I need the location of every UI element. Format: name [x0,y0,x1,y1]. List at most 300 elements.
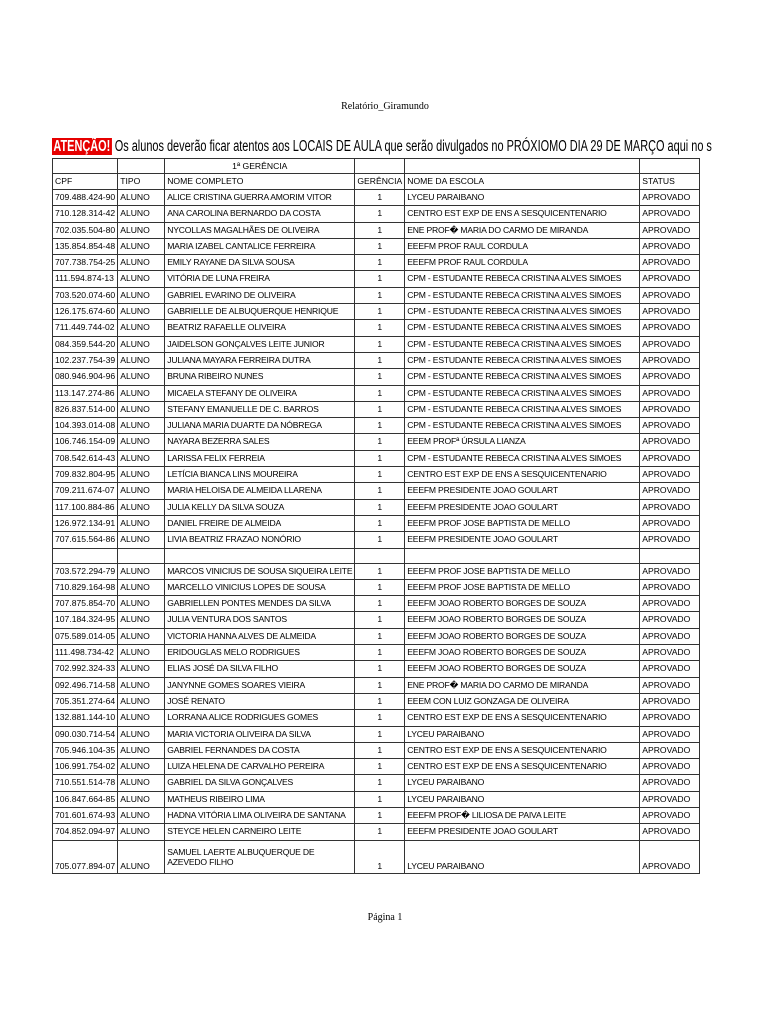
status-cell: APROVADO [640,369,700,385]
cpf-cell: 092.496.714-58 [53,677,118,693]
status-cell: APROVADO [640,352,700,368]
escola-cell: CPM - ESTUDANTE REBECA CRISTINA ALVES SIMOES [405,450,640,466]
gerencia-cell: 1 [355,677,405,693]
nome-cell: GABRIELLE DE ALBUQUERQUE HENRIQUE [165,304,355,320]
cpf-cell: 709.211.674-07 [53,483,118,499]
cpf-cell: 704.852.094-97 [53,824,118,840]
table-row [53,645,700,661]
cpf-cell: 104.393.014-08 [53,418,118,434]
tipo-cell: ALUNO [118,759,165,775]
gerencia-cell: 1 [355,579,405,595]
status-cell: APROVADO [640,775,700,791]
tipo-cell: ALUNO [118,401,165,417]
tipo-cell: ALUNO [118,467,165,483]
nome-cell: GABRIELLEN PONTES MENDES DA SILVA [165,596,355,612]
nome-cell: LUIZA HELENA DE CARVALHO PEREIRA [165,759,355,775]
column-header-nome: NOME COMPLETO [165,174,355,190]
tipo-cell: ALUNO [118,710,165,726]
status-cell: APROVADO [640,840,700,873]
tipo-cell: ALUNO [118,450,165,466]
table-row [53,385,700,401]
status-cell: APROVADO [640,418,700,434]
status-cell: APROVADO [640,677,700,693]
escola-cell: CPM - ESTUDANTE REBECA CRISTINA ALVES SIMOES [405,352,640,368]
cpf-cell: 113.147.274-86 [53,385,118,401]
gerencia-cell: 1 [355,596,405,612]
table-row [53,320,700,336]
page-number: Página 1 [367,912,403,923]
spacer-cell [355,548,405,563]
table-row [53,483,700,499]
table-row [53,710,700,726]
escola-cell: EEEFM PRESIDENTE JOAO GOULART [405,824,640,840]
escola-cell: CPM - ESTUDANTE REBECA CRISTINA ALVES SIMOES [405,320,640,336]
cpf-cell: 075.589.014-05 [53,628,118,644]
nome-cell: BRUNA RIBEIRO NUNES [165,369,355,385]
nome-cell: HADNA VITÓRIA LIMA OLIVEIRA DE SANTANA [165,807,355,823]
table-row [53,532,700,548]
escola-cell: EEEFM PRESIDENTE JOAO GOULART [405,532,640,548]
spacer-cell [118,548,165,563]
escola-cell: CPM - ESTUDANTE REBECA CRISTINA ALVES SIMOES [405,418,640,434]
escola-cell: EEEFM JOAO ROBERTO BORGES DE SOUZA [405,645,640,661]
gerencia-cell: 1 [355,190,405,206]
spacer-row [53,548,700,563]
spacer-cell [405,548,640,563]
cpf-cell: 106.991.754-02 [53,759,118,775]
escola-cell: CPM - ESTUDANTE REBECA CRISTINA ALVES SIMOES [405,271,640,287]
group-header-spacer [355,159,405,174]
table-row [53,238,700,254]
nome-cell: VICTORIA HANNA ALVES DE ALMEIDA [165,628,355,644]
escola-cell: LYCEU PARAIBANO [405,726,640,742]
gerencia-cell: 1 [355,352,405,368]
tipo-cell: ALUNO [118,742,165,758]
tipo-cell: ALUNO [118,190,165,206]
escola-cell: EEEFM PROF RAUL CORDULA [405,255,640,271]
group-header-spacer [53,159,118,174]
cpf-cell: 701.601.674-93 [53,807,118,823]
status-cell: APROVADO [640,759,700,775]
table-row [53,677,700,693]
escola-cell: LYCEU PARAIBANO [405,791,640,807]
cpf-cell: 705.077.894-07 [53,840,118,873]
nome-cell: EMILY RAYANE DA SILVA SOUSA [165,255,355,271]
escola-cell: EEEFM PROF JOSE BAPTISTA DE MELLO [405,579,640,595]
tipo-cell: ALUNO [118,238,165,254]
table-row [53,304,700,320]
cpf-cell: 707.615.564-86 [53,532,118,548]
gerencia-cell: 1 [355,450,405,466]
gerencia-cell: 1 [355,385,405,401]
escola-cell: CPM - ESTUDANTE REBECA CRISTINA ALVES SIMOES [405,336,640,352]
table-row [53,579,700,595]
cpf-cell: 111.498.734-42 [53,645,118,661]
gerencia-cell: 1 [355,304,405,320]
nome-cell: NAYARA BEZERRA SALES [165,434,355,450]
status-cell: APROVADO [640,467,700,483]
table-row [53,742,700,758]
attention-notice-text: Os alunos deverão ficar atentos aos LOCAIS DE AULA que serão divulgados no PRÓXIOMO DIA 29 DE MARÇO aqui no s [111,138,712,155]
gerencia-cell: 1 [355,401,405,417]
gerencia-cell: 1 [355,222,405,238]
cpf-cell: 703.572.294-79 [53,563,118,579]
status-cell: APROVADO [640,206,700,222]
tipo-cell: ALUNO [118,320,165,336]
table-row [53,206,700,222]
status-cell: APROVADO [640,190,700,206]
gerencia-cell: 1 [355,840,405,873]
gerencia-cell: 1 [355,434,405,450]
status-cell: APROVADO [640,271,700,287]
gerencia-cell: 1 [355,824,405,840]
gerencia-cell: 1 [355,628,405,644]
status-cell: APROVADO [640,304,700,320]
table-row [53,434,700,450]
nome-cell: LETÍCIA BIANCA LINS MOUREIRA [165,467,355,483]
nome-cell: GABRIEL FERNANDES DA COSTA [165,742,355,758]
status-cell: APROVADO [640,336,700,352]
status-cell: APROVADO [640,532,700,548]
gerencia-cell: 1 [355,693,405,709]
nome-cell: DANIEL FREIRE DE ALMEIDA [165,515,355,531]
cpf-cell: 710.551.514-78 [53,775,118,791]
escola-cell: EEEFM PROF� LILIOSA DE PAIVA LEITE [405,807,640,823]
spacer-cell [53,548,118,563]
cpf-cell: 102.237.754-39 [53,352,118,368]
tipo-cell: ALUNO [118,775,165,791]
cpf-cell: 707.875.854-70 [53,596,118,612]
cpf-cell: 106.746.154-09 [53,434,118,450]
status-cell: APROVADO [640,661,700,677]
table-row [53,563,700,579]
cpf-cell: 135.854.854-48 [53,238,118,254]
status-cell: APROVADO [640,645,700,661]
attention-banner [52,136,712,158]
tipo-cell: ALUNO [118,824,165,840]
tipo-cell: ALUNO [118,352,165,368]
nome-cell: JAIDELSON GONÇALVES LEITE JUNIOR [165,336,355,352]
nome-cell: SAMUEL LAERTE ALBUQUERQUE DE AZEVEDO FILHO [165,840,355,873]
table-row [53,824,700,840]
gerencia-cell: 1 [355,206,405,222]
cpf-cell: 826.837.514-00 [53,401,118,417]
status-cell: APROVADO [640,710,700,726]
escola-cell: EEEM PROFª ÚRSULA LIANZA [405,434,640,450]
escola-cell: ENE PROF� MARIA DO CARMO DE MIRANDA [405,677,640,693]
escola-cell: CPM - ESTUDANTE REBECA CRISTINA ALVES SIMOES [405,385,640,401]
status-cell: APROVADO [640,726,700,742]
tipo-cell: ALUNO [118,677,165,693]
column-header-cpf: CPF [53,174,118,190]
escola-cell: CENTRO EST EXP DE ENS A SESQUICENTENARIO [405,759,640,775]
table-row [53,255,700,271]
escola-cell: EEEM CON LUIZ GONZAGA DE OLIVEIRA [405,693,640,709]
status-cell: APROVADO [640,450,700,466]
cpf-cell: 708.542.614-43 [53,450,118,466]
escola-cell: LYCEU PARAIBANO [405,840,640,873]
table-row [53,515,700,531]
tipo-cell: ALUNO [118,434,165,450]
nome-cell: ERIDOUGLAS MELO RODRIGUES [165,645,355,661]
status-cell: APROVADO [640,596,700,612]
nome-cell: LARISSA FELIX FERREIA [165,450,355,466]
group-header-spacer [640,159,700,174]
status-cell: APROVADO [640,238,700,254]
nome-cell: VITÓRIA DE LUNA FREIRA [165,271,355,287]
column-header-escola: NOME DA ESCOLA [405,174,640,190]
status-cell: APROVADO [640,628,700,644]
tipo-cell: ALUNO [118,596,165,612]
tipo-cell: ALUNO [118,206,165,222]
group-header: 1ª GERÊNCIA [165,159,355,174]
nome-cell: JULIANA MAYARA FERREIRA DUTRA [165,352,355,368]
nome-cell: ANA CAROLINA BERNARDO DA COSTA [165,206,355,222]
gerencia-cell: 1 [355,532,405,548]
gerencia-cell: 1 [355,661,405,677]
table-row [53,287,700,303]
nome-cell: MARIA VICTORIA OLIVEIRA DA SILVA [165,726,355,742]
nome-cell: ELIAS JOSÉ DA SILVA FILHO [165,661,355,677]
table-row [53,499,700,515]
gerencia-cell: 1 [355,369,405,385]
table-row [53,369,700,385]
cpf-cell: 080.946.904-96 [53,369,118,385]
cpf-cell: 084.359.544-20 [53,336,118,352]
group-header-row [53,159,700,174]
cpf-cell: 703.520.074-60 [53,287,118,303]
tipo-cell: ALUNO [118,791,165,807]
spacer-cell [640,548,700,563]
column-header-row [53,174,700,190]
escola-cell: CPM - ESTUDANTE REBECA CRISTINA ALVES SIMOES [405,287,640,303]
escola-cell: CENTRO EST EXP DE ENS A SESQUICENTENARIO [405,742,640,758]
status-cell: APROVADO [640,563,700,579]
nome-cell: JULIANA MARIA DUARTE DA NÓBREGA [165,418,355,434]
students-table [52,158,700,874]
cpf-cell: 132.881.144-10 [53,710,118,726]
tipo-cell: ALUNO [118,385,165,401]
nome-cell: GABRIEL EVARINO DE OLIVEIRA [165,287,355,303]
tipo-cell: ALUNO [118,532,165,548]
table-row [53,775,700,791]
gerencia-cell: 1 [355,791,405,807]
tipo-cell: ALUNO [118,661,165,677]
cpf-cell: 702.035.504-80 [53,222,118,238]
tipo-cell: ALUNO [118,515,165,531]
tipo-cell: ALUNO [118,255,165,271]
cpf-cell: 126.972.134-91 [53,515,118,531]
status-cell: APROVADO [640,791,700,807]
tipo-cell: ALUNO [118,612,165,628]
escola-cell: EEEFM PROF RAUL CORDULA [405,238,640,254]
gerencia-cell: 1 [355,336,405,352]
gerencia-cell: 1 [355,612,405,628]
tipo-cell: ALUNO [118,579,165,595]
table-row [53,807,700,823]
spacer-cell [165,548,355,563]
nome-cell: JANYNNE GOMES SOARES VIEIRA [165,677,355,693]
tipo-cell: ALUNO [118,499,165,515]
table-row [53,418,700,434]
escola-cell: EEEFM PRESIDENTE JOAO GOULART [405,499,640,515]
nome-cell: JULIA VENTURA DOS SANTOS [165,612,355,628]
gerencia-cell: 1 [355,418,405,434]
cpf-cell: 090.030.714-54 [53,726,118,742]
escola-cell: CENTRO EST EXP DE ENS A SESQUICENTENARIO [405,206,640,222]
nome-cell: GABRIEL DA SILVA GONÇALVES [165,775,355,791]
group-header-spacer [118,159,165,174]
nome-cell: MARIA IZABEL CANTALICE FERREIRA [165,238,355,254]
gerencia-cell: 1 [355,726,405,742]
gerencia-cell: 1 [355,515,405,531]
tipo-cell: ALUNO [118,840,165,873]
tipo-cell: ALUNO [118,628,165,644]
tipo-cell: ALUNO [118,563,165,579]
gerencia-cell: 1 [355,563,405,579]
tipo-cell: ALUNO [118,807,165,823]
escola-cell: EEEFM PRESIDENTE JOAO GOULART [405,483,640,499]
cpf-cell: 702.992.324-33 [53,661,118,677]
gerencia-cell: 1 [355,287,405,303]
escola-cell: EEEFM PROF JOSE BAPTISTA DE MELLO [405,563,640,579]
gerencia-cell: 1 [355,467,405,483]
table-row [53,661,700,677]
status-cell: APROVADO [640,287,700,303]
nome-cell: LIVIA BEATRIZ FRAZAO NONÓRIO [165,532,355,548]
status-cell: APROVADO [640,320,700,336]
column-header-gerencia: GERÊNCIA [355,174,405,190]
gerencia-cell: 1 [355,271,405,287]
table-row [53,840,700,873]
gerencia-cell: 1 [355,320,405,336]
escola-cell: EEEFM JOAO ROBERTO BORGES DE SOUZA [405,628,640,644]
escola-cell: EEEFM PROF JOSE BAPTISTA DE MELLO [405,515,640,531]
status-cell: APROVADO [640,515,700,531]
nome-cell: JOSÉ RENATO [165,693,355,709]
escola-cell: EEEFM JOAO ROBERTO BORGES DE SOUZA [405,612,640,628]
cpf-cell: 126.175.674-60 [53,304,118,320]
nome-cell: NYCOLLAS MAGALHÃES DE OLIVEIRA [165,222,355,238]
table-row [53,791,700,807]
table-row [53,271,700,287]
gerencia-cell: 1 [355,807,405,823]
cpf-cell: 111.594.874-13 [53,271,118,287]
tipo-cell: ALUNO [118,645,165,661]
gerencia-cell: 1 [355,742,405,758]
gerencia-cell: 1 [355,255,405,271]
status-cell: APROVADO [640,385,700,401]
table-row [53,693,700,709]
cpf-cell: 710.829.164-98 [53,579,118,595]
cpf-cell: 709.832.804-95 [53,467,118,483]
gerencia-cell: 1 [355,710,405,726]
table-row [53,467,700,483]
cpf-cell: 106.847.664-85 [53,791,118,807]
cpf-cell: 710.128.314-42 [53,206,118,222]
escola-cell: CENTRO EST EXP DE ENS A SESQUICENTENARIO [405,710,640,726]
table-row [53,336,700,352]
status-cell: APROVADO [640,499,700,515]
table-row [53,190,700,206]
tipo-cell: ALUNO [118,304,165,320]
nome-cell: STEYCE HELEN CARNEIRO LEITE [165,824,355,840]
cpf-cell: 117.100.884-86 [53,499,118,515]
status-cell: APROVADO [640,222,700,238]
tipo-cell: ALUNO [118,222,165,238]
status-cell: APROVADO [640,255,700,271]
table-row [53,222,700,238]
tipo-cell: ALUNO [118,693,165,709]
status-cell: APROVADO [640,401,700,417]
tipo-cell: ALUNO [118,287,165,303]
table-row [53,596,700,612]
cpf-cell: 705.946.104-35 [53,742,118,758]
gerencia-cell: 1 [355,759,405,775]
table-row [53,401,700,417]
group-header-spacer [405,159,640,174]
escola-cell: CPM - ESTUDANTE REBECA CRISTINA ALVES SIMOES [405,369,640,385]
tipo-cell: ALUNO [118,369,165,385]
nome-cell: LORRANA ALICE RODRIGUES GOMES [165,710,355,726]
status-cell: APROVADO [640,807,700,823]
table-row [53,450,700,466]
tipo-cell: ALUNO [118,336,165,352]
tipo-cell: ALUNO [118,483,165,499]
cpf-cell: 711.449.744-02 [53,320,118,336]
gerencia-cell: 1 [355,775,405,791]
nome-cell: MARCELLO VINICIUS LOPES DE SOUSA [165,579,355,595]
cpf-cell: 705.351.274-64 [53,693,118,709]
escola-cell: CENTRO EST EXP DE ENS A SESQUICENTENARIO [405,467,640,483]
document-title: Relatório_Giramundo [341,101,429,112]
tipo-cell: ALUNO [118,418,165,434]
attention-warning-label: ATENÇÃO! [53,138,111,155]
cpf-cell: 707.738.754-25 [53,255,118,271]
table-row [53,612,700,628]
nome-cell: MARIA HELOISA DE ALMEIDA LLARENA [165,483,355,499]
nome-cell: ALICE CRISTINA GUERRA AMORIM VITOR [165,190,355,206]
gerencia-cell: 1 [355,645,405,661]
status-cell: APROVADO [640,612,700,628]
cpf-cell: 709.488.424-90 [53,190,118,206]
escola-cell: LYCEU PARAIBANO [405,775,640,791]
nome-cell: MARCOS VINICIUS DE SOUSA SIQUEIRA LEITE [165,563,355,579]
gerencia-cell: 1 [355,238,405,254]
escola-cell: EEEFM JOAO ROBERTO BORGES DE SOUZA [405,596,640,612]
status-cell: APROVADO [640,693,700,709]
nome-cell: MATHEUS RIBEIRO LIMA [165,791,355,807]
escola-cell: EEEFM JOAO ROBERTO BORGES DE SOUZA [405,661,640,677]
table-row [53,352,700,368]
escola-cell: ENE PROF� MARIA DO CARMO DE MIRANDA [405,222,640,238]
escola-cell: CPM - ESTUDANTE REBECA CRISTINA ALVES SIMOES [405,401,640,417]
nome-cell: BEATRIZ RAFAELLE OLIVEIRA [165,320,355,336]
status-cell: APROVADO [640,824,700,840]
tipo-cell: ALUNO [118,726,165,742]
nome-cell: JULIA KELLY DA SILVA SOUZA [165,499,355,515]
column-header-tipo: TIPO [118,174,165,190]
gerencia-cell: 1 [355,499,405,515]
nome-cell: MICAELA STEFANY DE OLIVEIRA [165,385,355,401]
status-cell: APROVADO [640,579,700,595]
column-header-status: STATUS [640,174,700,190]
nome-cell: STEFANY EMANUELLE DE C. BARROS [165,401,355,417]
table-row [53,628,700,644]
table-row [53,726,700,742]
status-cell: APROVADO [640,434,700,450]
escola-cell: LYCEU PARAIBANO [405,190,640,206]
